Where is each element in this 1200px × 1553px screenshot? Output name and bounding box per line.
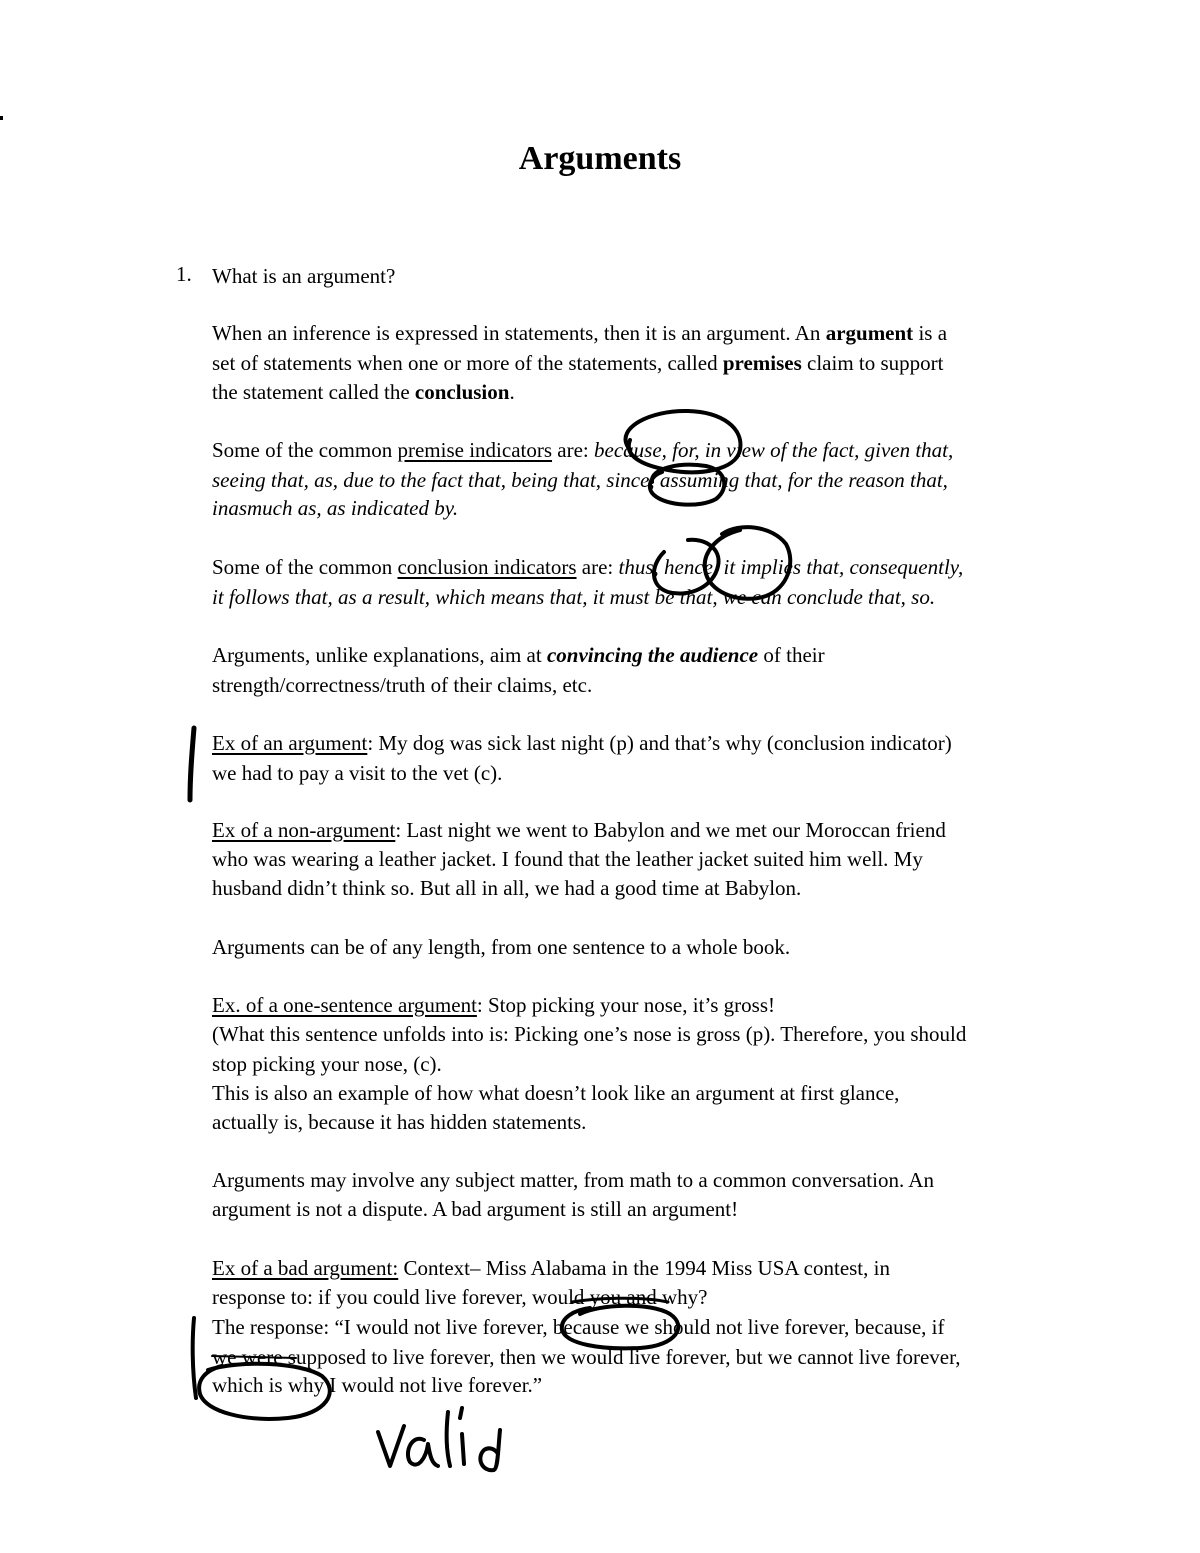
subject-matter-line-1: Arguments may involve any subject matter, from math to a common conversation. An (212, 1168, 934, 1192)
definition-line-1: When an inference is expressed in statements, then it is an argument. An argument is a (212, 321, 948, 345)
definition-line-2: set of statements when one or more of the statements, called premises claim to support (212, 351, 944, 375)
example-one-sentence-line-2: (What this sentence unfolds into is: Picking one’s nose is gross (p). Therefore, you should (212, 1022, 967, 1046)
question-number: 1. (176, 262, 192, 286)
example-argument-line-1: Ex of an argument: My dog was sick last night (p) and that’s why (conclusion indicator) (212, 731, 952, 755)
example-bad-argument-line-3: The response: “I would not live forever, because we should not live forever, because, if (212, 1315, 945, 1339)
example-nonargument-line-2: who was wearing a leather jacket. I found that the leather jacket suited him well. My (212, 847, 923, 871)
example-one-sentence-line-4: This is also an example of how what doesn’t look like an argument at first glance, (212, 1081, 900, 1105)
margin-bracket-mark (193, 1318, 196, 1398)
example-bad-argument-line-4: we were supposed to live forever, then we would live forever, but we cannot live forever, (212, 1345, 961, 1369)
convincing-line-1: Arguments, unlike explanations, aim at convincing the audience of their (212, 643, 825, 667)
premise-indicators-line-1: Some of the common premise indicators are: because, for, in view of the fact, given that, (212, 438, 954, 462)
conclusion-indicators-line-1: Some of the common conclusion indicators are: thus, hence, it implies that, consequently, (212, 555, 964, 579)
handwritten-valid-word (378, 1408, 500, 1470)
convincing-line-2: strength/correctness/truth of their claims, etc. (212, 673, 593, 697)
page-title: Arguments (518, 140, 682, 177)
example-bad-argument-line-1: Ex of a bad argument: Context– Miss Alabama in the 1994 Miss USA contest, in (212, 1256, 890, 1280)
premise-indicators-line-2: seeing that, as, due to the fact that, being that, since, assuming that, for the reason that, (212, 468, 948, 492)
conclusion-indicators-line-2: it follows that, as a result, which means that, it must be that, we can conclude that, so. (212, 585, 936, 609)
question-text: What is an argument? (212, 264, 396, 288)
example-nonargument-line-3: husband didn’t think so. But all in all, we had a good time at Babylon. (212, 876, 802, 900)
subject-matter-line-2: argument is not a dispute. A bad argument is still an argument! (212, 1197, 739, 1221)
example-one-sentence-line-3: stop picking your nose, (c). (212, 1052, 442, 1076)
margin-dot-mark (0, 116, 3, 120)
example-bad-argument-line-2: response to: if you could live forever, would you and why? (212, 1285, 708, 1309)
example-argument-line-2: we had to pay a visit to the vet (c). (212, 761, 503, 785)
length-paragraph: Arguments can be of any length, from one sentence to a whole book. (212, 935, 791, 959)
example-nonargument-line-1: Ex of a non-argument: Last night we went to Babylon and we met our Moroccan friend (212, 818, 946, 842)
premise-indicators-line-3: inasmuch as, as indicated by. (212, 496, 459, 520)
example-one-sentence-line-1: Ex. of a one-sentence argument: Stop picking your nose, it’s gross! (212, 993, 776, 1017)
example-bad-argument-line-5: which is why I would not live forever.” (212, 1373, 543, 1397)
margin-bar-mark (190, 728, 194, 800)
definition-line-3: the statement called the conclusion. (212, 380, 515, 404)
example-one-sentence-line-5: actually is, because it has hidden statements. (212, 1110, 587, 1134)
